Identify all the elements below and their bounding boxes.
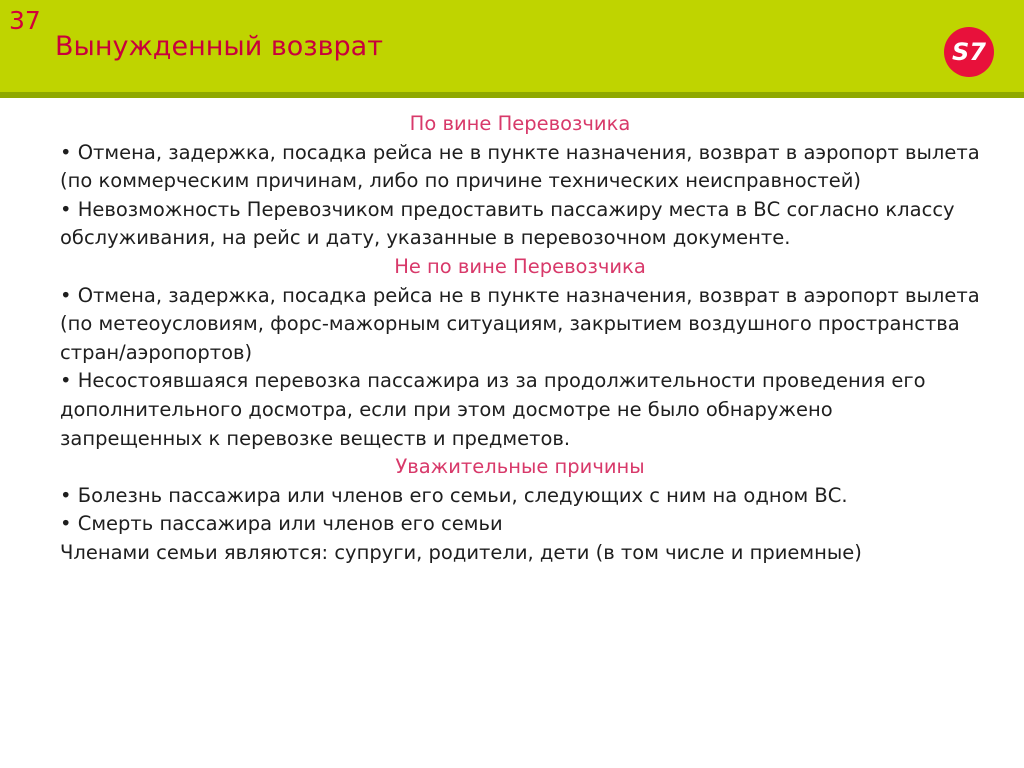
family-note: Членами семьи являются: супруги, родители, дети (в том числе и приемные): [60, 540, 862, 564]
list-item: • Смерть пассажира или членов его семьи: [60, 512, 503, 536]
section-heading-not-carrier-fault: Не по вине Перевозчика: [394, 254, 646, 278]
list-item: • Несостоявшаяся перевозка пассажира из за продолжительности проведения его дополнительного досмотра, если при этом досмотре не было обнаружено запрещенных к перевозке веществ и предметов.: [60, 369, 926, 450]
slide-title: Вынужденный возврат: [55, 31, 383, 62]
section-heading-carrier-fault: По вине Перевозчика: [409, 112, 631, 135]
list-item: • Болезнь пассажира или членов его семьи, следующих с ним на одном ВС.: [60, 483, 848, 507]
logo-text: S7: [952, 38, 986, 66]
header-divider: [0, 92, 1024, 98]
slide-number: 37: [9, 6, 41, 35]
list-item: • Отмена, задержка, посадка рейса не в пункте назначения, возврат в аэропорт вылета (по метеоусловиям, форс-мажорным ситуациям, закрытием воздушного пространства стран/аэропортов): [60, 283, 980, 364]
list-item: • Невозможность Перевозчиком предоставить пассажиру места в ВС согласно классу обслуживания, на рейс и дату, указанные в перевозочном документе.: [60, 197, 955, 250]
list-item: • Отмена, задержка, посадка рейса не в пункте назначения, возврат в аэропорт вылета (по коммерческим причинам, либо по причине технических неисправностей): [60, 140, 980, 193]
slide-body: [60, 110, 980, 568]
section-heading-valid-reasons: Уважительные причины: [395, 455, 645, 479]
s7-logo: [944, 27, 994, 77]
